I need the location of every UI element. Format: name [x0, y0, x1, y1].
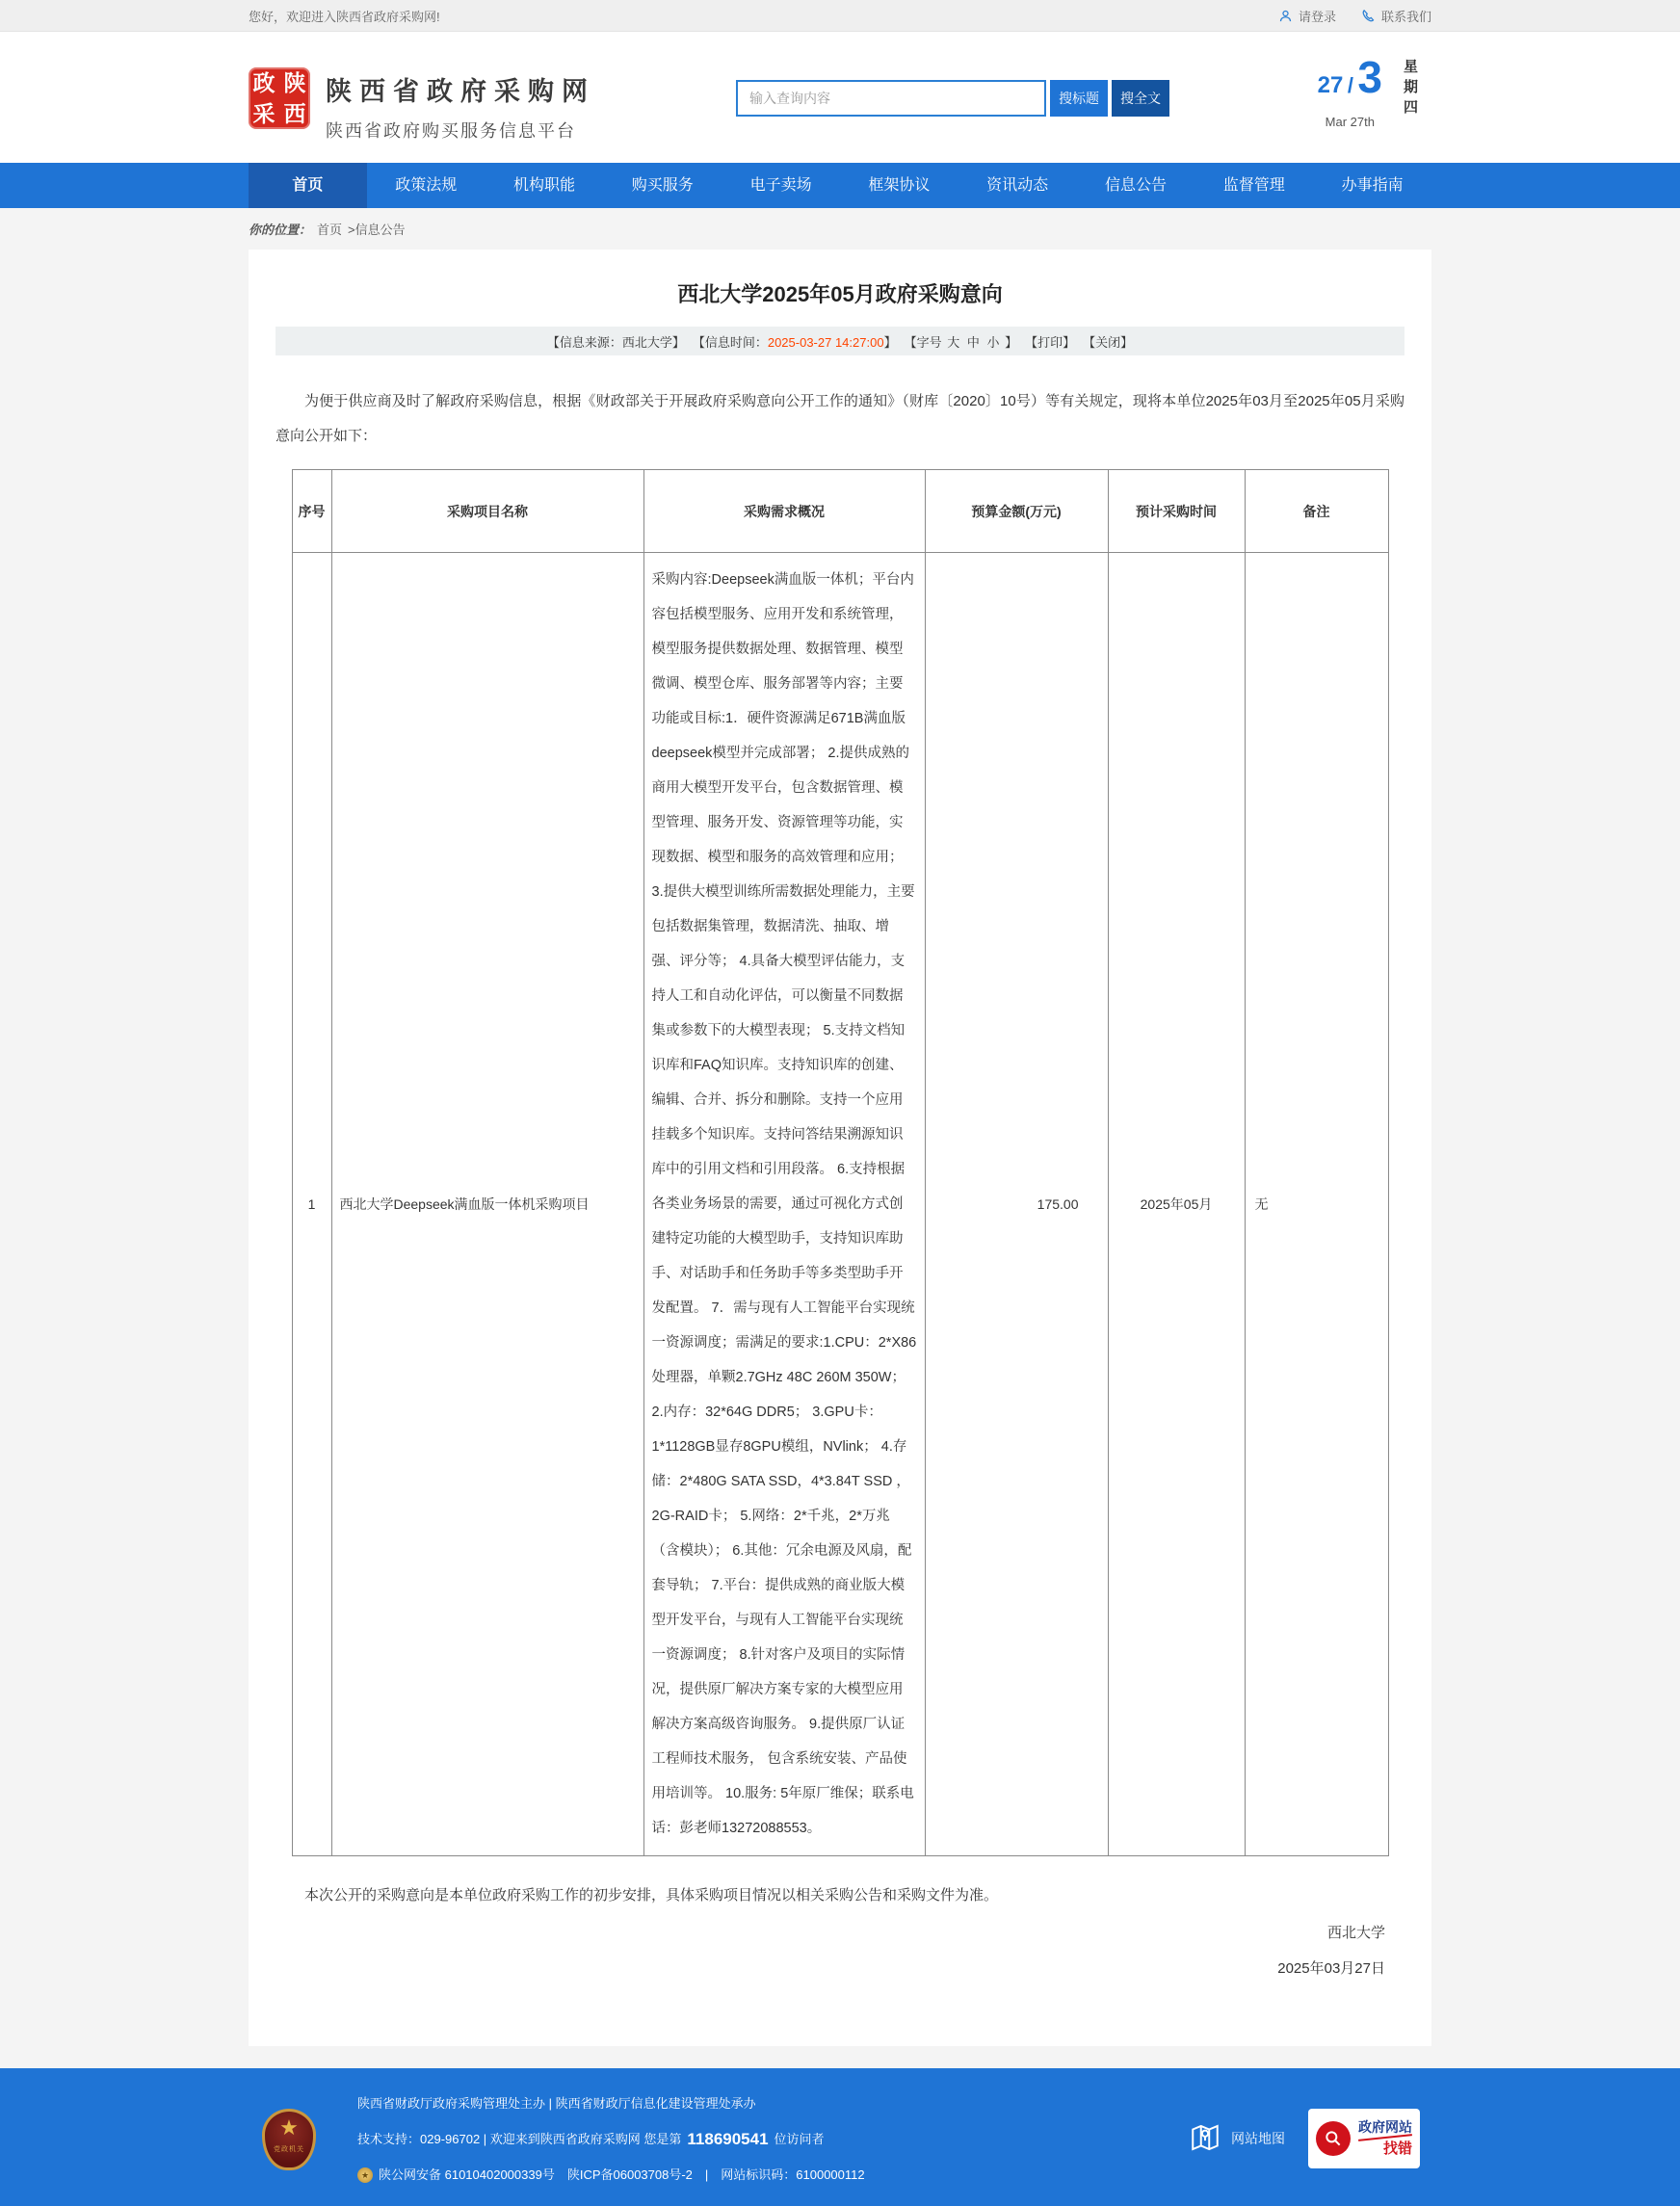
- nav-item-policies[interactable]: 政策法规: [395, 177, 458, 194]
- article-card: [249, 249, 1431, 2046]
- footer-organizer-line: 陕西省财政厅政府采购管理处主办 | 陕西省财政厅信息化建设管理处承办: [357, 2096, 756, 2111]
- fontsize-small-button[interactable]: 小: [986, 334, 1000, 350]
- cell-time: 2025年05月: [1108, 553, 1245, 1856]
- contact-link[interactable]: 联系我们: [1361, 7, 1431, 25]
- search-input[interactable]: [736, 80, 1046, 117]
- cell-project-name: 西北大学Deepseek满血版一体机采购项目: [331, 553, 643, 1856]
- sign-date: 2025年03月27日: [1277, 1960, 1385, 1977]
- signer: 西北大学: [1326, 1925, 1385, 1941]
- col-header-remark: 备注: [1245, 470, 1388, 553]
- nav-item-supervision[interactable]: 监督管理: [1222, 177, 1285, 194]
- breadcrumb-label: 你的位置：: [249, 223, 312, 237]
- search-title-button[interactable]: 搜标题: [1050, 80, 1108, 117]
- col-header-time: 预计采购时间: [1108, 470, 1245, 553]
- nav-item-framework-agreement[interactable]: 框架协议: [868, 177, 931, 194]
- footer-support-line: 技术支持：029-96702 | 欢迎来到陕西省政府采购网 您是第 118690541 位访问者: [357, 2130, 825, 2148]
- breadcrumb-home-link[interactable]: 首页: [317, 223, 343, 237]
- nav-item-purchase-services[interactable]: 购买服务: [631, 177, 694, 194]
- top-bar: [0, 0, 1680, 32]
- date-block: [1318, 53, 1420, 129]
- sitemap-link[interactable]: 网站地图: [1189, 2121, 1285, 2157]
- breadcrumb-current[interactable]: >信息公告: [348, 223, 406, 237]
- site-header: [0, 32, 1680, 163]
- col-header-no: 序号: [292, 470, 331, 553]
- footer-beian-line[interactable]: ★ 陕公网安备 61010402000339号 陕ICP备06003708号-2 | 网站标识码：6100000112: [357, 2167, 865, 2184]
- fontsize-large-button[interactable]: 大: [947, 334, 960, 350]
- phone-icon: [1361, 9, 1376, 23]
- nav-item-home[interactable]: 首页: [249, 163, 367, 208]
- nav-item-e-mall[interactable]: 电子卖场: [749, 177, 812, 194]
- search-fulltext-button[interactable]: 搜全文: [1112, 80, 1169, 117]
- website-error-report-badge[interactable]: [1308, 2109, 1420, 2168]
- badge-bottom-text: 找错: [1382, 2140, 1412, 2158]
- meta-time: 【信息时间：2025-03-27 14:27:00】: [692, 334, 897, 350]
- site-footer: [0, 2068, 1680, 2206]
- nav-item-service-guide[interactable]: 办事指南: [1341, 177, 1404, 194]
- date-weekday: 星期四: [1402, 59, 1418, 119]
- closing-paragraph: 本次公开的采购意向是本单位政府采购工作的初步安排，具体采购项目情况以相关采购公告和采购文件为准。: [304, 1887, 999, 1904]
- intro-paragraph: 为便于供应商及时了解政府采购信息，根据《财政部关于开展政府采购意向公开工作的通知》（财库〔2020〕10号）等有关规定，现将本单位2025年03月至2025年05月采购意向公开如下：: [276, 393, 1404, 444]
- site-subtitle: 陕西省政府购买服务信息平台: [326, 121, 576, 141]
- search-box: [736, 80, 1169, 117]
- col-header-budget: 预算金额(万元): [925, 470, 1108, 553]
- nav-item-announcements[interactable]: 信息公告: [1104, 177, 1167, 194]
- table-row: [292, 553, 1388, 1856]
- main-nav: [0, 163, 1680, 208]
- date-day: 27: [1317, 72, 1344, 98]
- procurement-table: [292, 469, 1389, 1856]
- magnifier-icon: [1316, 2121, 1351, 2156]
- meta-time-value: 2025-03-27 14:27:00: [767, 334, 884, 350]
- col-header-name: 采购项目名称: [331, 470, 643, 553]
- date-separator: /: [1347, 73, 1353, 97]
- meta-fontsize: 【字号 大 中 小 】: [904, 334, 1018, 350]
- police-badge-icon: ★: [357, 2167, 373, 2183]
- cell-budget: 175.00: [925, 553, 1108, 1856]
- table-header-row: [292, 470, 1388, 553]
- close-button[interactable]: 【关闭】: [1083, 334, 1134, 350]
- cell-requirement: 采购内容:Deepseek满血版一体机；平台内容包括模型服务、应用开发和系统管理，模型服务提供数据处理、数据管理、模型微调、模型仓库、服务部署等内容；主要功能或目标:1．硬件资源满足671B满血版deepseek模型并完成部署； 2.提供成熟的商用大模型开发平台，包含数据管理、模型管理、服务开发、资源管理等功能，实现数据、模型和服务的高效管理和应用； 3.提供大模型训练所需数据处理能力，主要包括数据集管理，数据清洗、抽取、增强、评分等； 4.具备大模型评估能力，支持人工和自动化评估，可以衡量不同数据集或参数下的大模型表现； 5.支持文档知识库和FAQ知识库。支持知识库的创建、编辑、合并、拆分和删除。支持一个应用挂载多个知识库。支持问答结果溯源知识库中的引用文档和引用段落。 6.支持根据各类业务场景的需要，通过可视化方式创建特定功能的大模型助手，支持知识库助手、对话助手和任务助手等多类型助手开发配置。 7．需与现有人工智能平台实现统一资源调度；需满足的要求:1.CPU：2*X86处理器，单颗2.7GHz 48C 260M 350W； 2.内存：32*64G DDR5； 3.GPU卡：1*1128GB显存8GPU模组，NVlink； 4.存储：2*480G SATA SSD，4*3.84T SSD ，2G-RAID卡； 5.网络：2*千兆，2*万兆（含模块）； 6.其他：冗余电源及风扇，配套导轨； 7.平台：提供成熟的商业版大模型开发平台，与现有人工智能平台实现统一资源调度； 8.针对客户及项目的实际情况，提供原厂解决方案专家的大模型应用解决方案高级咨询服务。 9.提供原厂认证工程师技术服务， 包含系统安装、产品使用培训等。 10.服务: 5年原厂维保；联系电话：彭老师13272088553。: [643, 553, 925, 1856]
- badge-top-text: 政府网站: [1358, 2119, 1412, 2136]
- breadcrumb: [0, 208, 1680, 249]
- welcome-text: 您好，欢迎进入陕西省政府采购网!: [249, 9, 440, 24]
- date-english: Mar 27th: [1325, 115, 1375, 129]
- article-title: 西北大学2025年05月政府采购意向: [677, 282, 1003, 306]
- cell-remark: 无: [1245, 553, 1388, 1856]
- login-link[interactable]: 请登录: [1278, 7, 1336, 25]
- gov-emblem: ★ 党政机关: [262, 2109, 316, 2170]
- nav-item-news[interactable]: 资讯动态: [986, 177, 1049, 194]
- meta-source: 【信息来源：西北大学】: [546, 334, 685, 350]
- site-logo[interactable]: 政 陕 采 西: [249, 67, 310, 129]
- user-icon: [1278, 9, 1293, 23]
- cell-no: 1: [292, 553, 331, 1856]
- date-month: 3: [1357, 52, 1382, 102]
- col-header-requirement: 采购需求概况: [643, 470, 925, 553]
- fontsize-medium-button[interactable]: 中: [966, 334, 980, 350]
- map-icon: [1189, 2121, 1221, 2157]
- visitor-count: 118690541: [687, 2130, 769, 2148]
- print-button[interactable]: 【打印】: [1025, 334, 1076, 350]
- site-title: 陕西省政府采购网: [326, 77, 595, 106]
- nav-item-functions[interactable]: 机构职能: [512, 177, 575, 194]
- article-meta-bar: [276, 327, 1404, 355]
